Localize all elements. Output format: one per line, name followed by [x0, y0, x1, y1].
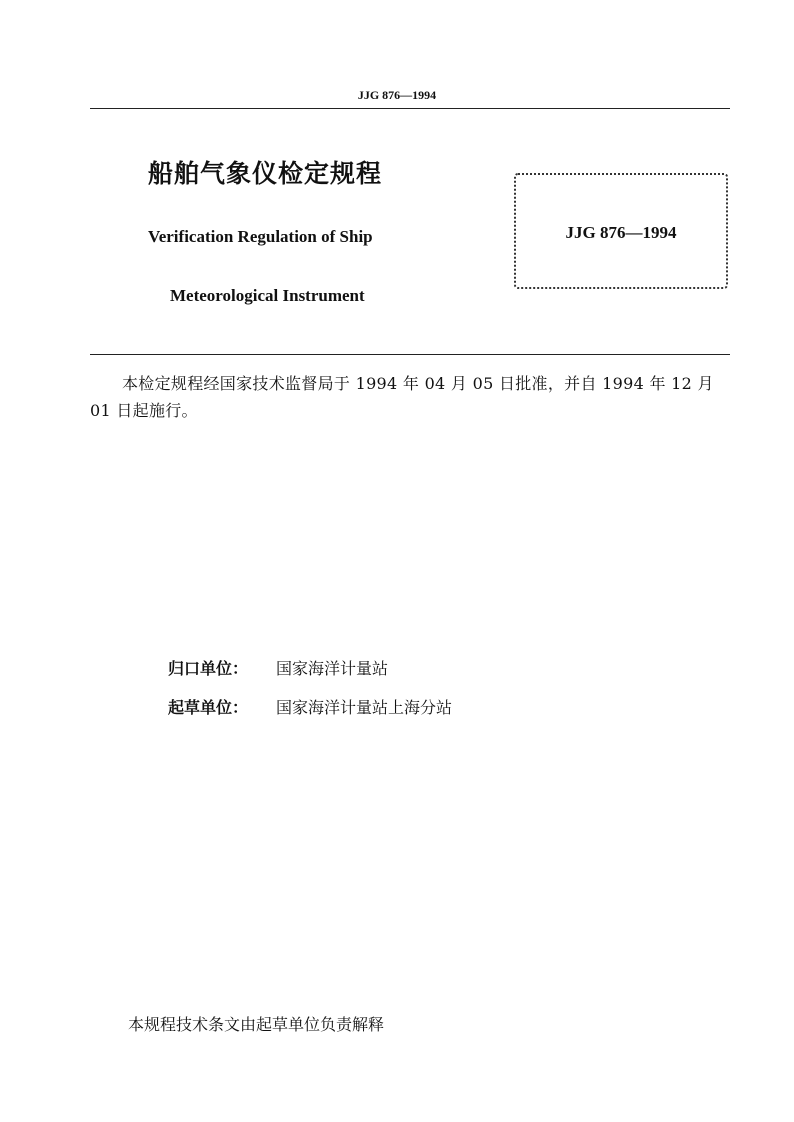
approval-statement: 本检定规程经国家技术监督局于 1994 年 04 月 05 日批准，并自 1994 年 12 月 01 日起施行。	[90, 374, 714, 420]
section-divider	[90, 354, 730, 355]
header-standard-code: JJG 876—1994	[357, 88, 437, 102]
drafting-unit-row	[168, 695, 452, 718]
title-english-line2: Meteorological Instrument	[170, 286, 365, 305]
responsible-unit-value: 国家海洋计量站	[276, 659, 389, 678]
responsible-unit-label: 归口单位：	[168, 659, 249, 678]
drafting-unit-value: 国家海洋计量站上海分站	[276, 698, 453, 717]
interpretation-note: 本规程技术条文由起草单位负责解释	[128, 1015, 385, 1034]
header-divider	[90, 108, 730, 109]
standard-code-box-text: JJG 876—1994	[565, 223, 677, 242]
responsible-unit-row	[168, 656, 388, 679]
title-english-line1: Verification Regulation of Ship	[148, 227, 373, 246]
drafting-unit-label: 起草单位：	[168, 698, 249, 717]
standard-code-box	[514, 173, 728, 289]
title-chinese: 船舶气象仪检定规程	[148, 159, 383, 188]
